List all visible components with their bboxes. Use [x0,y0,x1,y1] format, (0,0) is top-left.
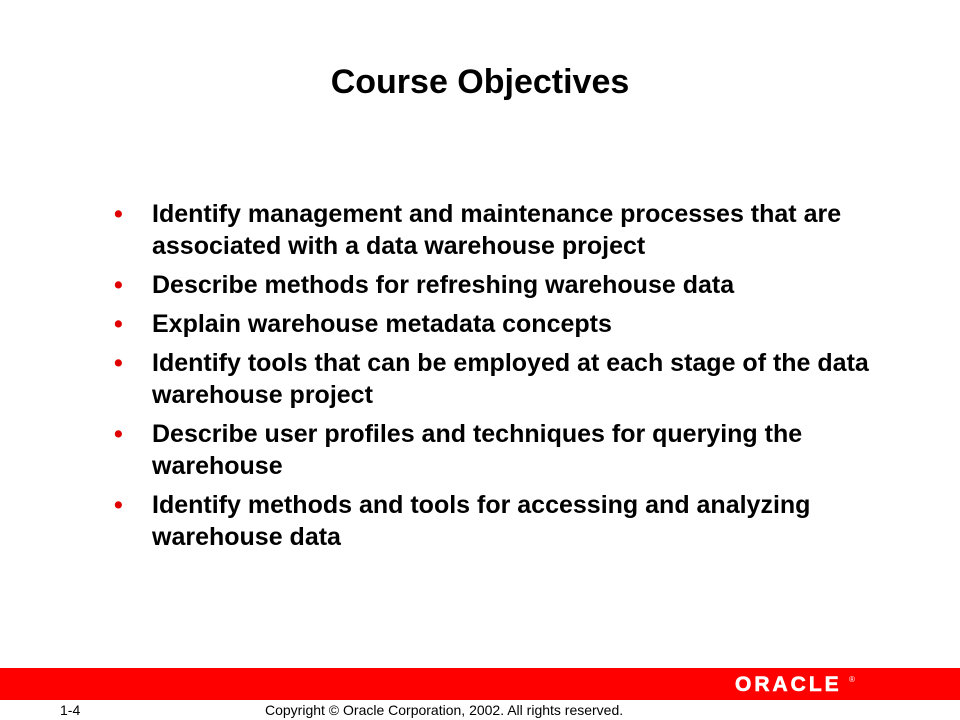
bullet-icon: • [114,200,123,228]
oracle-logo-image [735,673,859,695]
bullet-icon: • [114,271,123,299]
copyright-notice: Copyright © Oracle Corporation, 2002. All rights reserved. [265,702,624,718]
objectives-list [112,198,872,560]
footer-bar [0,668,960,700]
oracle-logo [735,672,859,696]
list-item-text: Identify tools that can be employed at each stage of the data warehouse project [152,349,869,409]
oracle-logo-text: ORACLE [735,673,842,695]
bullet-icon: • [114,349,123,377]
list-item [112,308,872,340]
bullet-icon: • [114,310,123,338]
list-item [112,198,872,262]
list-item [112,489,872,553]
list-item-text: Identify management and maintenance processes that are associated with a data warehouse project [152,200,842,260]
list-item-text: Identify methods and tools for accessing and analyzing warehouse data [152,491,811,551]
list-item [112,269,872,301]
slide-title: Course Objectives [330,63,630,101]
bullet-icon: • [114,420,123,448]
list-item [112,418,872,482]
list-item-text: Describe methods for refreshing warehouse data [152,271,735,299]
page-number: 1-4 [60,702,81,718]
registered-mark: ® [849,675,855,684]
list-item-text: Explain warehouse metadata concepts [152,310,612,338]
bullet-icon: • [114,491,123,519]
list-item-text: Describe user profiles and techniques for querying the warehouse [152,420,803,480]
list-item [112,347,872,411]
